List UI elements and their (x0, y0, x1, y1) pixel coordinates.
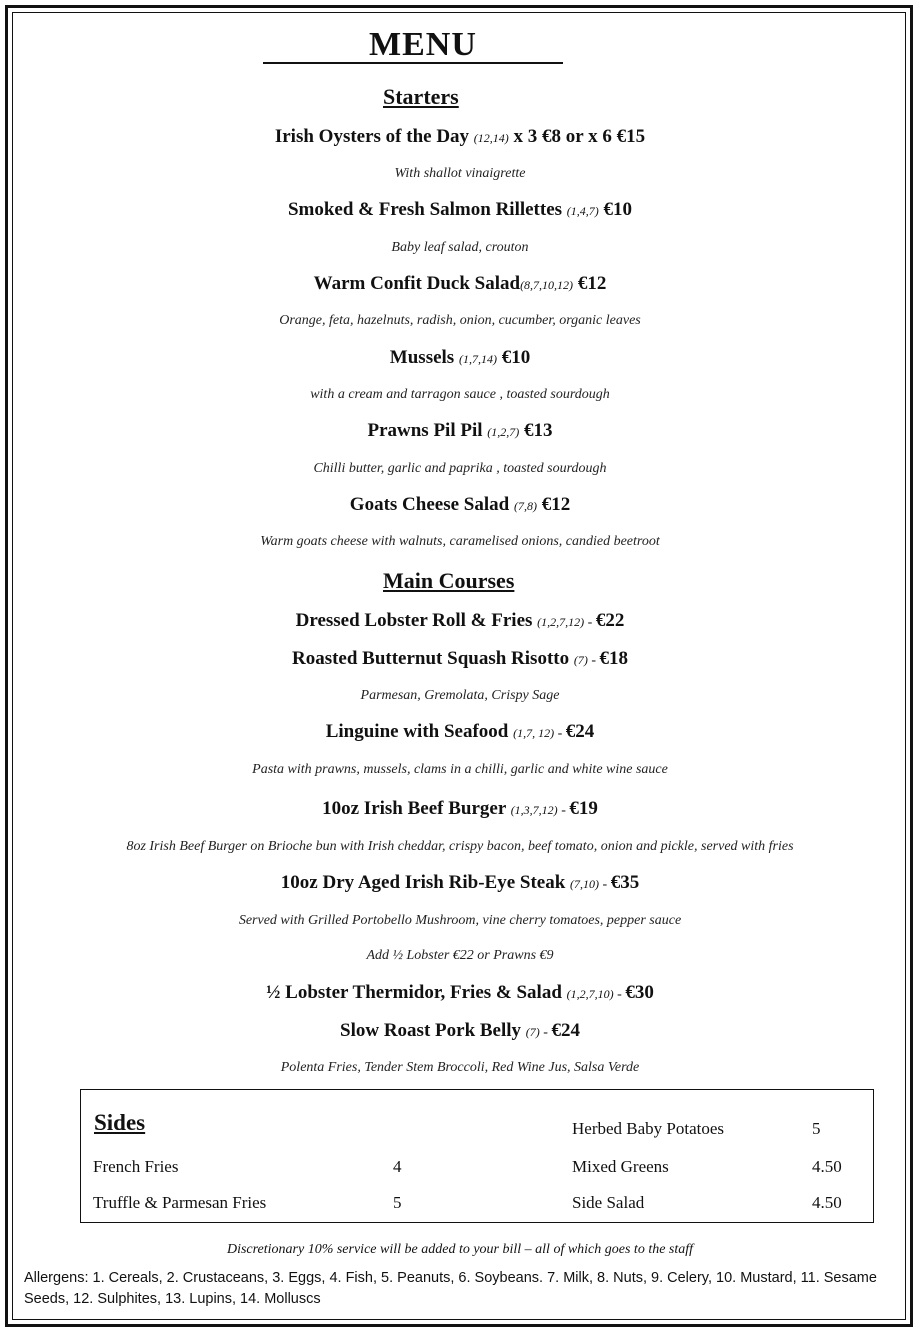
item-dash: - (539, 1025, 552, 1040)
starter-description: With shallot vinaigrette (394, 166, 526, 181)
item-price: €10 (598, 199, 633, 220)
starter-description: with a cream and tarragon sauce , toasted sourdough (310, 387, 610, 402)
item-name: Roasted Butternut Squash Risotto (291, 648, 574, 669)
starter-item (0, 199, 920, 221)
item-name: Warm Confit Duck Salad (313, 273, 521, 294)
item-name: Smoked & Fresh Salmon Rillettes (287, 199, 567, 220)
item-allergens: (1,2,7) (487, 425, 520, 439)
main-description: Parmesan, Gremolata, Crispy Sage (360, 688, 560, 703)
item-dash: - (557, 803, 570, 818)
item-dash: - (613, 987, 626, 1002)
item-allergens: (1,7,14) (458, 352, 497, 366)
item-name: Goats Cheese Salad (349, 494, 514, 515)
item-allergens: (8,7,10,12) (520, 278, 574, 292)
main-description: Served with Grilled Portobello Mushroom, vine cherry tomatoes, pepper sauce (238, 913, 682, 928)
menu-title (263, 24, 563, 64)
starter-description: Orange, feta, hazelnuts, radish, onion, cucumber, organic leaves (279, 313, 641, 328)
item-allergens: (1,3,7,12) (510, 803, 558, 817)
side-item-name: Truffle & Parmesan Fries (93, 1193, 267, 1212)
item-price: €24 (565, 721, 595, 742)
main-item (0, 610, 920, 632)
main-item (0, 721, 920, 743)
item-name: ½ Lobster Thermidor, Fries & Salad (266, 982, 567, 1003)
side-item-price: 4.50 (812, 1157, 842, 1176)
item-allergens: (7,10) (570, 877, 600, 891)
starter-description: Chilli butter, garlic and paprika , toasted sourdough (313, 461, 607, 476)
item-price: x 3 €8 or x 6 €15 (508, 126, 646, 147)
starter-item (0, 126, 920, 148)
starters-heading: Starters (383, 84, 459, 109)
menu-title-text: MENU (369, 26, 477, 63)
item-name: Dressed Lobster Roll & Fries (295, 610, 538, 631)
main-addon-note: Add ½ Lobster €22 or Prawns €9 (366, 948, 554, 963)
main-description: Polenta Fries, Tender Stem Broccoli, Red Wine Jus, Salsa Verde (280, 1060, 640, 1075)
allergens-legend: Allergens: 1. Cereals, 2. Crustaceans, 3. Eggs, 4. Fish, 5. Peanuts, 6. Soybeans. 7. Milk, 8. Nuts, 9. Celery, 10. Mustard, 11. Sesame Seeds, 12. Sulphites, 13. Lupins, 14. Molluscs (24, 1270, 877, 1307)
starter-description: Warm goats cheese with walnuts, caramelised onions, candied beetroot (260, 534, 660, 549)
main-courses-heading: Main Courses (383, 568, 515, 593)
item-allergens: (1,2,7,12) (537, 615, 585, 629)
side-item-price: 5 (393, 1193, 402, 1212)
item-dash: - (599, 877, 611, 892)
main-item (0, 872, 920, 894)
item-allergens: (1,7, 12) (513, 726, 555, 740)
side-item-name: Herbed Baby Potatoes (572, 1119, 725, 1138)
item-name: Linguine with Seafood (325, 721, 514, 742)
main-description: Pasta with prawns, mussels, clams in a chilli, garlic and white wine sauce (252, 762, 668, 777)
side-item-price: 5 (812, 1119, 821, 1138)
item-allergens: (7) (573, 653, 588, 667)
item-dash: - (554, 726, 566, 741)
main-item (0, 648, 920, 670)
main-item (0, 1020, 920, 1042)
item-allergens: (7) (525, 1025, 540, 1039)
service-charge-note: Discretionary 10% service will be added to your bill – all of which goes to the staff (226, 1242, 694, 1257)
side-item-name: Mixed Greens (572, 1157, 669, 1176)
sides-box (80, 1089, 874, 1223)
side-item-price: 4.50 (812, 1193, 842, 1212)
item-price: €10 (496, 347, 531, 368)
item-name: Irish Oysters of the Day (274, 126, 474, 147)
item-allergens: (12,14) (473, 131, 509, 145)
item-price: €30 (625, 982, 654, 1003)
item-price: €18 (599, 648, 629, 669)
item-allergens: (1,4,7) (566, 204, 599, 218)
item-name: 10oz Dry Aged Irish Rib-Eye Steak (280, 872, 571, 893)
side-item-price: 4 (393, 1157, 402, 1176)
item-price: €35 (610, 872, 640, 893)
item-price: €22 (595, 610, 625, 631)
item-price: €13 (519, 420, 553, 441)
item-price: €24 (551, 1020, 580, 1041)
starter-item (0, 347, 920, 369)
item-name: Mussels (389, 347, 459, 368)
item-allergens: (7,8) (513, 499, 537, 513)
main-description: 8oz Irish Beef Burger on Brioche bun with Irish cheddar, crispy bacon, beef tomato, onion and pickle, served with fries (126, 839, 794, 854)
item-name: Prawns Pil Pil (367, 420, 488, 441)
item-price: €12 (573, 273, 607, 294)
item-name: 10oz Irish Beef Burger (322, 798, 511, 819)
item-name: Slow Roast Pork Belly (340, 1020, 526, 1041)
starter-item (0, 494, 920, 516)
item-price: €19 (569, 798, 598, 819)
starter-description: Baby leaf salad, crouton (391, 240, 529, 255)
side-item-name: French Fries (93, 1157, 179, 1176)
side-item-name: Side Salad (572, 1193, 645, 1212)
main-item (0, 798, 920, 820)
main-item (0, 982, 920, 1004)
item-price: €12 (536, 494, 571, 515)
item-dash: - (587, 653, 600, 668)
item-dash: - (584, 615, 596, 630)
starter-item (0, 420, 920, 442)
item-allergens: (1,2,7,10) (566, 987, 614, 1001)
starter-item (0, 273, 920, 295)
sides-heading: Sides (94, 1110, 146, 1135)
